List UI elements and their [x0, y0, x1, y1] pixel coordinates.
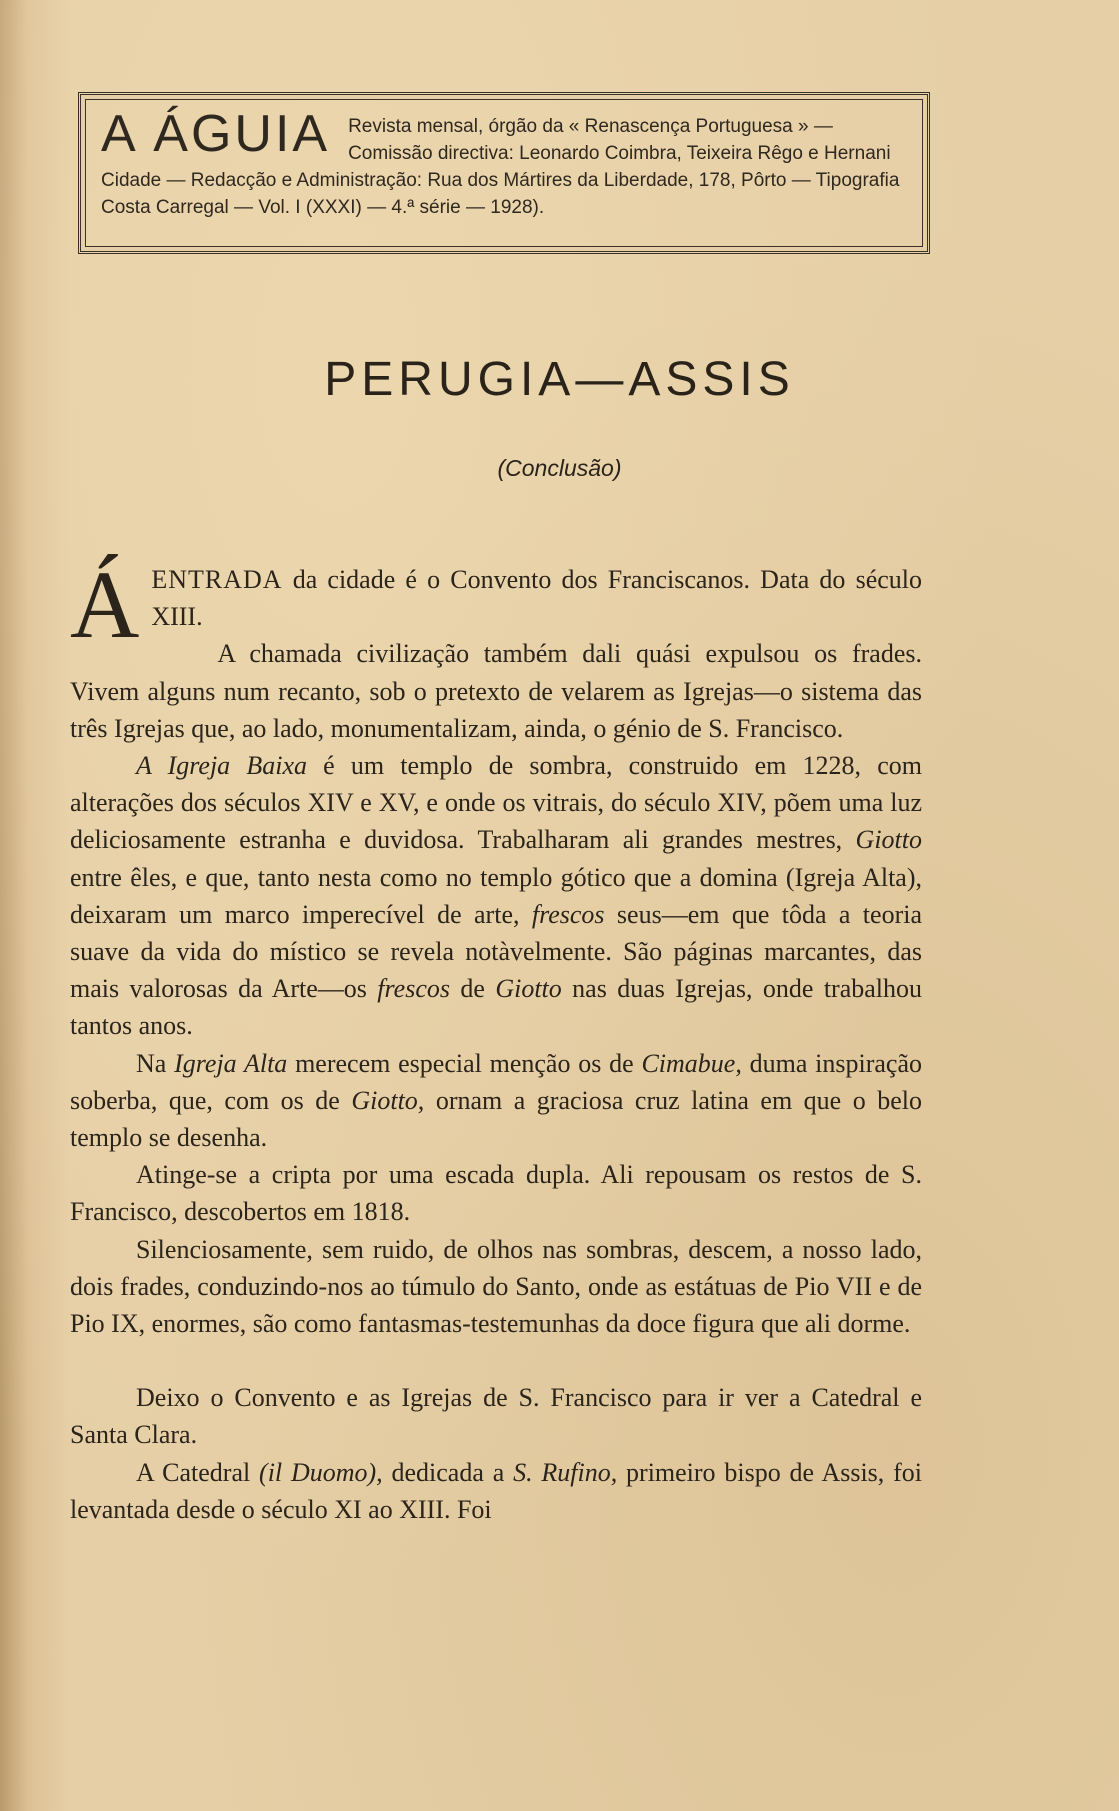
- emph-giotto: Giotto: [495, 974, 562, 1004]
- text-run: dedicada a: [382, 1457, 514, 1487]
- emph-igreja-alta: Igreja Alta: [174, 1048, 288, 1078]
- text-run: Na: [136, 1048, 175, 1078]
- paragraph-6: Silenciosamente, sem ruido, de olhos nas sombras, descem, a nosso lado, dois frades, conduzindo-nos ao túmulo do Santo, onde as estátuas de Pio VII e de Pio IX, enormes, são como fantasmas-testemunhas da doce figura que ali dorme.: [70, 1234, 922, 1339]
- journal-title: A ÁGUIA: [101, 105, 331, 163]
- emph-giotto: Giotto: [855, 825, 922, 855]
- emph-il-duomo: (il Duomo),: [259, 1457, 383, 1487]
- paragraph-4: [70, 1045, 922, 1157]
- emph-cimabue: Cimabue,: [641, 1048, 742, 1078]
- paragraph-5: Atinge-se a cripta por uma escada dupla. Ali repousam os restos de S. Francisco, descobertos em 1818.: [70, 1160, 922, 1227]
- paragraph-1: [70, 551, 922, 658]
- emph-giotto: Giotto,: [351, 1085, 425, 1115]
- journal-info: Revista mensal, órgão da « Renascença Portuguesa » — Comissão directiva: Leonardo Coimbra, Teixeira Rêgo e Hernani Cidade — Redacção e Administração: Rua dos Mártires da Liberdade, 178, Pôrto — Tipografia Costa Carregal — Vol. I (XXXI) — 4.ª série — 1928).: [101, 116, 900, 218]
- article-title: PERUGIA—ASSIS: [324, 353, 795, 406]
- text-run: merecem especial menção os de: [287, 1048, 642, 1078]
- text-run: seus—em que tôda a teoria suave da vida do místico se revela notàvelmente. São páginas marcantes, das mais valorosas da Arte—os: [70, 899, 922, 1004]
- drop-cap: Á: [70, 551, 140, 658]
- text-run: é um templo de sombra, construido em 1228, com alterações dos séculos XIV e XV, e onde os vitrais, do século XIV, põem uma luz deliciosamente estranha e duvidosa. Trabalharam ali grandes mestres,: [70, 751, 922, 855]
- text-run: A Catedral: [136, 1457, 260, 1487]
- article-subtitle: (Conclusão): [497, 455, 622, 481]
- emph-frescos: frescos: [531, 899, 605, 929]
- lead-word: ENTRADA: [151, 565, 283, 594]
- paragraph-2: A chamada civilização também dali quási expulsou os frades. Vivem alguns num recanto, sob o pretexto de velarem as Igrejas—o sistema das três Igrejas que, ao lado, monumentalizam, ainda, o génio de S. Francisco.: [70, 639, 922, 743]
- emph-s-rufino: S. Rufino,: [513, 1457, 618, 1487]
- paragraph-7: Deixo o Convento e as Igrejas de S. Francisco para ir ver a Catedral e Santa Clara.: [70, 1383, 922, 1450]
- paragraph-3: [70, 747, 922, 1045]
- paragraph-8: [70, 1454, 922, 1528]
- text-run: primeiro bispo de Assis, foi levantada desde o século XI ao XIII. Foi: [70, 1457, 922, 1524]
- emph-igreja-baixa: A Igreja Baixa: [136, 751, 307, 781]
- paragraph-1-text: da cidade é o Convento dos Franciscanos. Data do século XIII.: [151, 565, 922, 632]
- text-run: de: [450, 974, 496, 1004]
- text-run: ornam a graciosa cruz latina em que o belo templo se desenha.: [70, 1085, 923, 1153]
- paragraph-gap: [70, 1342, 922, 1379]
- text-run: nas duas Igrejas, onde trabalhou tantos anos.: [70, 974, 923, 1041]
- article-body: [70, 551, 923, 1528]
- masthead-content: [101, 105, 909, 221]
- text-run: duma inspiração soberba, que, com os de: [70, 1048, 922, 1115]
- emph-frescos: frescos: [377, 974, 450, 1004]
- masthead-box: [78, 92, 930, 254]
- text-run: entre êles, e que, tanto nesta como no templo gótico que a domina (Igreja Alta), deixaram um marco imperecível de arte,: [70, 862, 922, 929]
